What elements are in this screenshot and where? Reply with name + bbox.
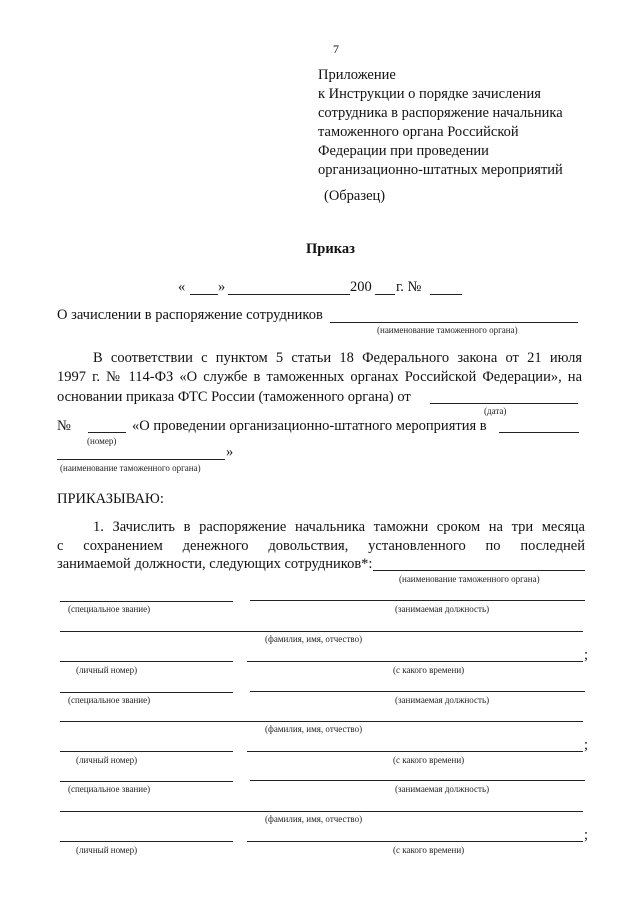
page-number: 7 [333,42,339,56]
item-line: с сохранением денежного довольствия, установленного по последней [57,538,585,554]
preamble-line: В соответствии с пунктом 5 статьи 18 Федерального закона от 21 июля [93,350,582,366]
event-org-field-2[interactable] [57,459,225,460]
personal-number-caption: (личный номер) [76,845,138,855]
open-quote: « [178,279,186,295]
since-field[interactable] [247,661,583,662]
number-label: г. № [396,279,422,295]
rank-caption: (специальное звание) [68,604,151,614]
rank-field[interactable] [60,692,233,693]
personal-number-field[interactable] [60,841,233,842]
terminator: ; [584,827,589,843]
since-field[interactable] [247,841,583,842]
year-prefix: 200 [350,279,372,295]
appendix-line: Приложение [318,67,396,83]
order-word: ПРИКАЗЫВАЮ: [57,491,164,507]
close-quote: » [218,279,226,295]
order-date-field[interactable] [430,403,578,404]
item-line3: занимаемой должности, следующих сотрудников*: [57,556,373,572]
position-caption: (занимаемая должность) [395,784,490,794]
full-name-field[interactable] [60,721,583,722]
personal-number-caption: (личный номер) [76,755,138,765]
appendix-line: сотрудника в распоряжение начальника [318,105,563,121]
since-field[interactable] [247,751,583,752]
subject-org-field[interactable] [330,322,578,323]
document-title: Приказ [306,241,355,257]
appendix-line: таможенного органа Российской [318,124,519,140]
month-field[interactable] [228,294,350,295]
preamble-line3: основании приказа ФТС России (таможенного органа) от [57,389,411,405]
closing-quote: » [226,444,234,460]
event-org-field[interactable] [499,432,579,433]
full-name-field[interactable] [60,631,583,632]
number-sign: № [57,418,71,434]
item-org-caption: (наименование таможенного органа) [399,574,540,584]
since-caption: (с какого времени) [393,845,465,855]
rank-caption: (специальное звание) [68,784,151,794]
fts-order-number-field[interactable] [88,432,126,433]
since-caption: (с какого времени) [393,665,465,675]
item-org-field[interactable] [373,570,585,571]
position-field[interactable] [250,780,585,781]
position-caption: (занимаемая должность) [395,604,490,614]
personal-number-field[interactable] [60,751,233,752]
position-field[interactable] [250,691,585,692]
number-caption: (номер) [87,436,117,446]
full-name-field[interactable] [60,811,583,812]
year-field[interactable] [375,294,395,295]
since-caption: (с какого времени) [393,755,465,765]
position-field[interactable] [250,600,585,601]
subject-text: О зачислении в распоряжение сотрудников [57,307,323,323]
item-line: 1. Зачислить в распоряжение начальника таможни сроком на три месяца [93,519,585,535]
appendix-line: Федерации при проведении [318,143,489,159]
preamble [57,349,582,387]
subject-org-caption: (наименование таможенного органа) [377,325,518,335]
preamble-line4: «О проведении организационно-штатного мероприятия в [132,418,487,434]
rank-field[interactable] [60,601,233,602]
terminator: ; [584,737,589,753]
appendix-header [318,66,563,180]
personal-number-caption: (личный номер) [76,665,138,675]
sample-label: (Образец) [324,188,386,204]
full-name-caption: (фамилия, имя, отчество) [265,724,363,734]
order-number-field[interactable] [430,294,462,295]
rank-field[interactable] [60,781,233,782]
position-caption: (занимаемая должность) [395,695,490,705]
full-name-caption: (фамилия, имя, отчество) [265,814,363,824]
day-field[interactable] [190,294,218,295]
org-caption: (наименование таможенного органа) [60,463,201,473]
preamble-line: 1997 г. № 114-ФЗ «О службе в таможенных органах Российской Федерации», на [57,369,582,385]
rank-caption: (специальное звание) [68,695,151,705]
appendix-line: организационно-штатных мероприятий [318,162,563,178]
item-1 [57,518,585,556]
date-caption: (дата) [484,406,507,416]
terminator: ; [584,647,589,663]
appendix-line: к Инструкции о порядке зачисления [318,86,541,102]
full-name-caption: (фамилия, имя, отчество) [265,634,363,644]
personal-number-field[interactable] [60,661,233,662]
